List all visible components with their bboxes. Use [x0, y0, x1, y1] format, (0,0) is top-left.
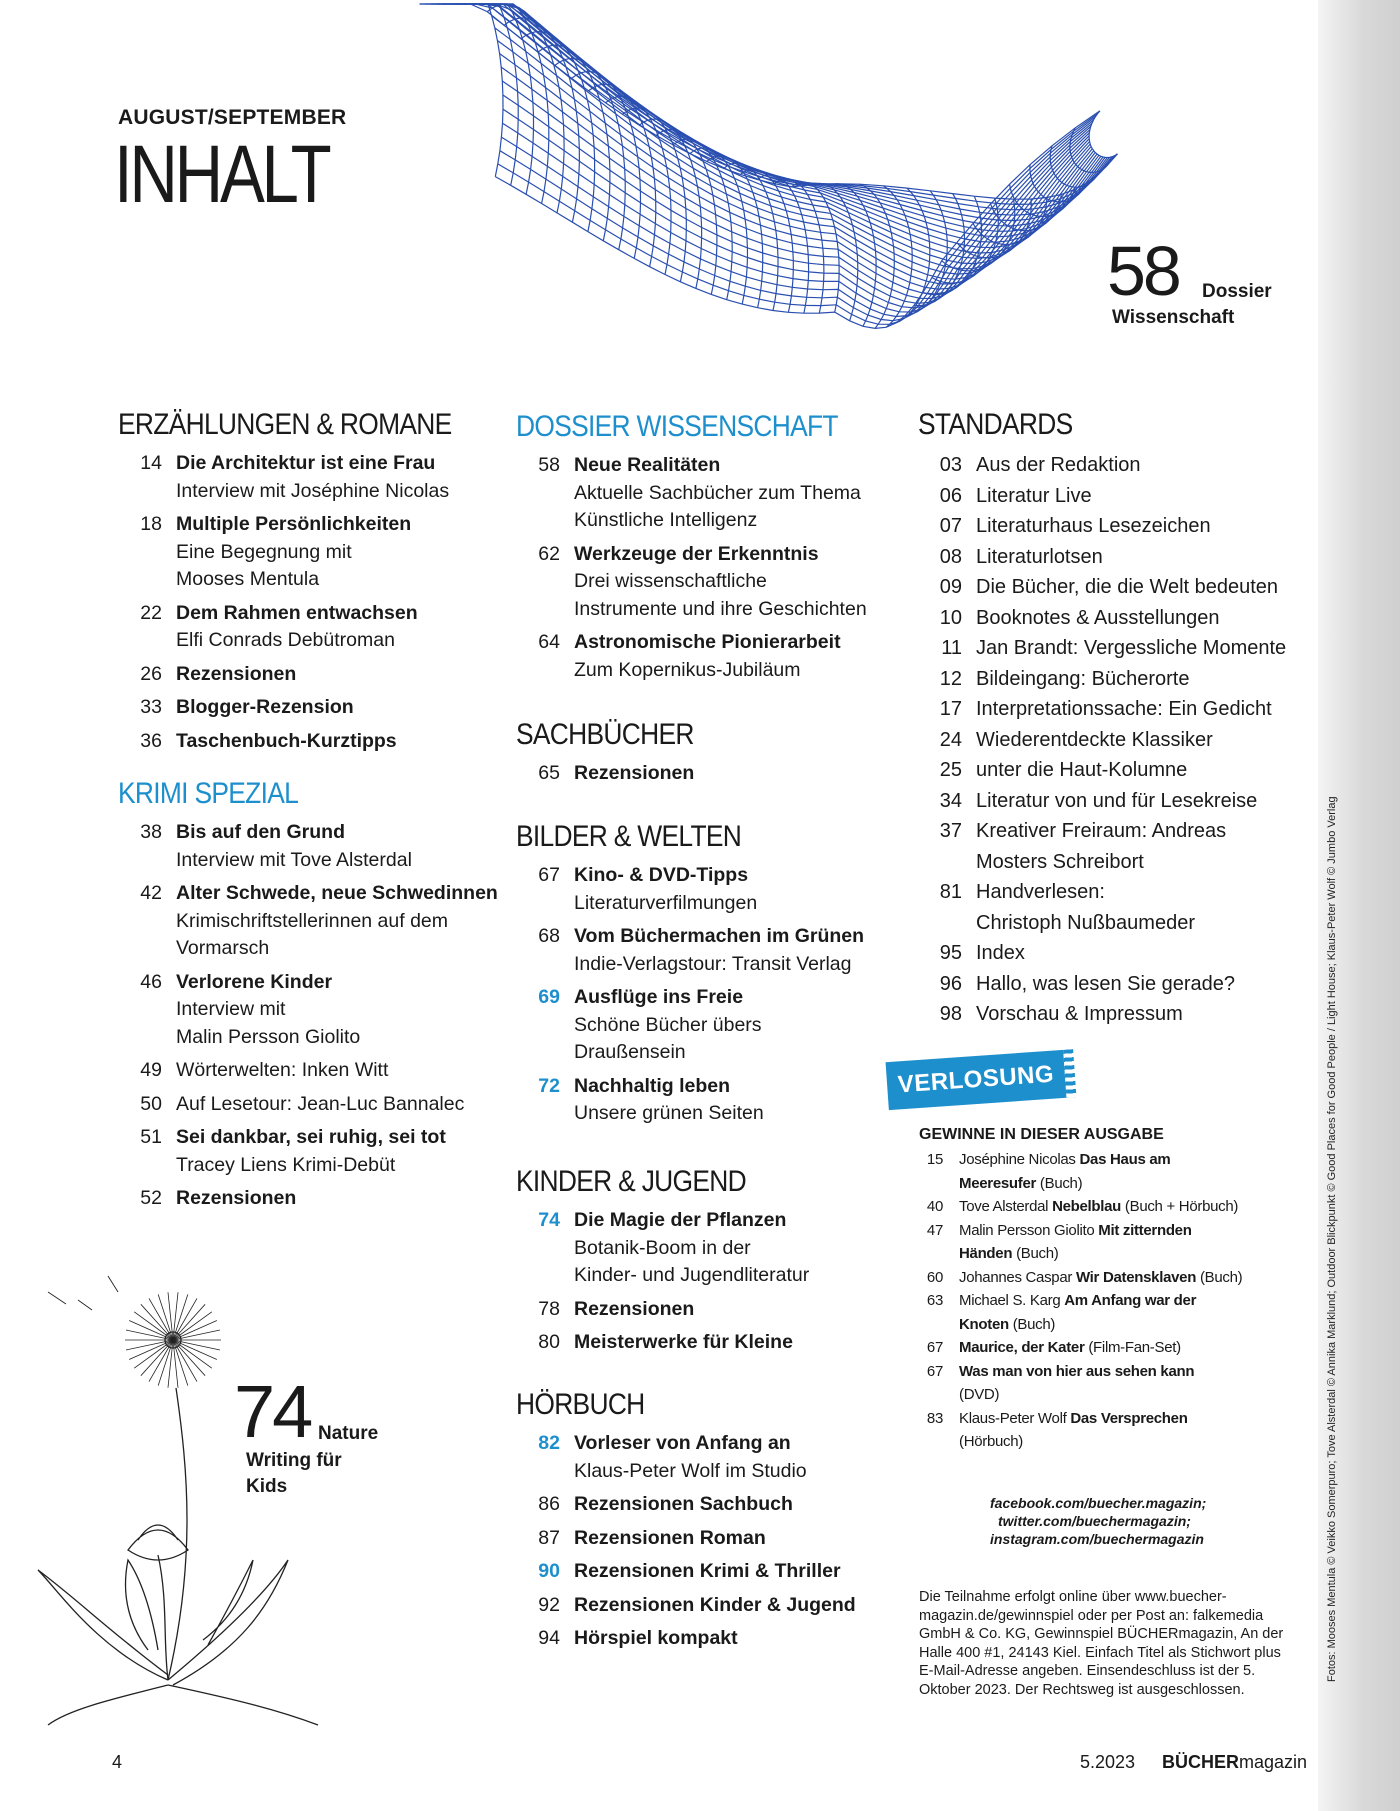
issue-label: AUGUST/SEPTEMBER: [118, 106, 347, 129]
verlosung-title-cont: Knoten: [959, 1315, 1009, 1333]
toc-entry-title: Hallo, was lesen Sie gerade?: [976, 972, 1236, 995]
verlosung-item: [919, 1219, 1299, 1266]
verlosung-item: [919, 1289, 1299, 1336]
verlosung-title: Das Haus am: [1079, 1151, 1171, 1168]
footer-magazine-logo: [1162, 1752, 1307, 1773]
toc-page-number: 72: [538, 1074, 560, 1097]
toc-entry[interactable]: [918, 450, 1318, 481]
toc-entry-title: Rezensionen: [574, 762, 695, 784]
feature-page-number: 74: [234, 1370, 311, 1453]
toc-entry-title: Verlorene Kinder: [176, 970, 333, 993]
toc-entry-title: Rezensionen: [574, 1297, 695, 1320]
toc-entry-subtitle: Draußensein: [574, 1041, 686, 1063]
toc-entry-title: Literaturhaus Lesezeichen: [976, 515, 1211, 537]
footer-page-number: 4: [112, 1752, 123, 1772]
toc-entry[interactable]: [918, 999, 1318, 1030]
toc-entry-title: Rezensionen: [176, 662, 297, 685]
section-entries-standards: [918, 450, 1318, 1030]
section-title-romane: ERZÄHLUNGEN & ROMANE: [118, 408, 452, 441]
verlosung-author: Tove Alsterdal: [959, 1198, 1053, 1215]
toc-page-number: 52: [140, 1187, 162, 1209]
verlosung-text: [959, 1360, 1194, 1407]
toc-entry[interactable]: [918, 572, 1318, 603]
toc-entry-subtitle: Interview mit Joséphine Nicolas: [176, 479, 450, 502]
section-title-sachbuecher: SACHBÜCHER: [516, 718, 694, 751]
toc-entry-title: Auf Lesetour: Jean-Luc Bannalec: [176, 1092, 465, 1115]
verlosung-format: (Film-Fan-Set): [1084, 1339, 1181, 1356]
seed-filament: [141, 1304, 173, 1340]
verlosung-item: [919, 1148, 1299, 1195]
toc-entry-title: Die Bücher, die die Welt bedeuten: [976, 576, 1279, 598]
verlosung-title-cont: Meeresufer: [959, 1174, 1037, 1192]
toc-page-number: 42: [140, 882, 162, 904]
toc-entry-title: Multiple Persönlichkeiten: [176, 513, 412, 535]
toc-entry-subtitle: Künstliche Intelligenz: [574, 509, 758, 531]
toc-entry[interactable]: [516, 541, 896, 624]
verlosung-title: Am Anfang war der: [1064, 1292, 1197, 1309]
verlosung-format: (Buch): [1008, 1315, 1056, 1333]
toc-entry-title: Rezensionen Sachbuch: [574, 1493, 793, 1515]
social-link-twitter[interactable]: twitter.com/buechermagazin;: [998, 1513, 1191, 1529]
toc-entry-subtitle: Christoph Nußbaumeder: [976, 911, 1195, 934]
section-entries-romane: [118, 450, 518, 755]
toc-entry-title: Interpretationssache: Ein Gedicht: [976, 698, 1272, 720]
verlosung-item: [919, 1336, 1299, 1360]
section-entries-krimi: [118, 819, 518, 1213]
toc-entry[interactable]: [918, 603, 1318, 634]
toc-page-number: 64: [538, 631, 560, 653]
photo-credit: Fotos: Mooses Mentula © Veikko Somerpuro; Tove Alsterdal © Annika Marklund; Outdoor Blickpunkt © Good Places for Good People / Light House; Klaus-Peter Wolf © Jumbo Verlag: [1326, 796, 1338, 1682]
verlosung-format: (Buch): [1196, 1268, 1243, 1286]
toc-entry-title: Index: [976, 942, 1025, 964]
verlosung-page: 15: [926, 1151, 943, 1168]
toc-entry-title: Rezensionen Kinder & Jugend: [574, 1593, 856, 1616]
toc-entry[interactable]: [118, 969, 518, 1052]
toc-entry-title: Vorleser von Anfang an: [574, 1432, 791, 1454]
toc-entry[interactable]: [516, 452, 896, 535]
toc-entry[interactable]: [918, 664, 1318, 695]
section-entries-hoerbuch: [516, 1430, 896, 1653]
toc-entry-title: Meisterwerke für Kleine: [574, 1331, 793, 1353]
logo-bold: BÜCHER: [1162, 1752, 1240, 1772]
section-title-hoerbuch: HÖRBUCH: [516, 1388, 645, 1421]
toc-entry[interactable]: [516, 1491, 896, 1519]
toc-entry-subtitle: Indie-Verlagstour: Transit Verlag: [574, 952, 852, 975]
verlosung-author: Joséphine Nicolas: [959, 1151, 1080, 1168]
toc-entry-subtitle: Zum Kopernikus-Jubiläum: [574, 658, 801, 681]
leaf-base: [48, 1685, 318, 1725]
mesh-line: [813, 184, 858, 321]
toc-entry-subtitle: Interview mit: [176, 998, 286, 1020]
verlosung-text: [959, 1407, 1188, 1454]
toc-entry-subtitle: Krimischriftstellerinnen auf dem: [176, 909, 449, 932]
feature-caption-2: Wissenschaft: [1112, 307, 1235, 328]
toc-page-number: 74: [538, 1209, 560, 1231]
verlosung-page: 40: [926, 1198, 943, 1215]
verlosung-text: [959, 1266, 1242, 1290]
toc-page-number: 14: [140, 452, 162, 474]
toc-entry[interactable]: [918, 694, 1318, 725]
toc-entry-title: Handverlesen:: [976, 881, 1105, 903]
toc-page-number: 69: [538, 986, 560, 1008]
toc-page-number: 65: [538, 762, 560, 784]
toc-entry-subtitle: Schöne Bücher übers: [574, 1013, 762, 1036]
leaf: [168, 1560, 288, 1685]
toc-page-number: 90: [538, 1560, 560, 1582]
toc-entry[interactable]: [118, 1091, 518, 1119]
toc-entry[interactable]: [118, 511, 518, 594]
toc-column-2-kinder: [516, 1163, 896, 1357]
mesh-line: [453, 4, 533, 194]
toc-entry[interactable]: [118, 880, 518, 963]
seed-filament: [173, 1304, 205, 1340]
toc-entry[interactable]: [918, 481, 1318, 512]
toc-entry[interactable]: [516, 1430, 896, 1485]
verlosung-author: Michael S. Karg: [959, 1292, 1065, 1309]
toc-entry[interactable]: [118, 600, 518, 655]
section-title-standards: STANDARDS: [918, 408, 1073, 441]
toc-entry[interactable]: [516, 760, 896, 788]
verlosung-page: 67: [926, 1339, 943, 1356]
toc-entry-title: Neue Realitäten: [574, 454, 721, 476]
verlosung-text: [959, 1148, 1170, 1195]
toc-entry[interactable]: [516, 923, 896, 978]
verlosung-text: [959, 1289, 1196, 1336]
toc-page-number: 78: [538, 1297, 560, 1320]
toc-entry-subtitle: Aktuelle Sachbücher zum Thema: [574, 481, 861, 504]
toc-entry-title: Die Magie der Pflanzen: [574, 1209, 787, 1231]
toc-column-2-hoerbuch: [516, 1386, 896, 1653]
seed-filament: [141, 1340, 173, 1376]
toc-page-number: 17: [939, 698, 962, 720]
seed-filament: [173, 1320, 217, 1340]
toc-page-number: 09: [939, 576, 962, 598]
toc-entry-title: Rezensionen: [176, 1187, 297, 1209]
toc-page-number: 86: [538, 1493, 560, 1515]
flying-seeds: [48, 1276, 118, 1310]
verlosung-text: [959, 1219, 1192, 1266]
toc-page-number: 08: [939, 545, 962, 568]
toc-entry[interactable]: [918, 725, 1318, 756]
toc-entry[interactable]: [918, 511, 1318, 542]
participation-info: Die Teilnahme erfolgt online über www.buecher-magazin.de/gewinnspiel oder per Post an: falkemedia GmbH & Co. KG, Gewinnspiel BÜCHERmagazin, An der Halle 400 #1, 24143 Kiel. Einfach Titel als Stichwort plus E-Mail-Adresse angeben. Einsendeschluss ist der 5. Oktober 2023. Der Rechtsweg ist ausgeschlossen.: [919, 1589, 1284, 1698]
section-entries-kinder: [516, 1207, 896, 1357]
footer-issue: 5.2023: [1080, 1752, 1136, 1772]
toc-page-number: 62: [538, 542, 560, 565]
feature-page-number: 58: [1107, 232, 1179, 310]
toc-entry-title: Wiederentdeckte Klassiker: [976, 728, 1213, 751]
toc-column-1: [118, 406, 518, 755]
verlosung-format: (Buch + Hörbuch): [1121, 1198, 1239, 1215]
toc-entry[interactable]: [118, 1185, 518, 1213]
toc-page-number: 87: [538, 1526, 560, 1549]
toc-entry[interactable]: [118, 694, 518, 722]
toc-page-number: 33: [140, 696, 162, 718]
toc-page-number: 95: [939, 942, 962, 964]
verlosung-title: Maurice, der Kater: [959, 1339, 1085, 1356]
toc-entry-title: Kino- & DVD-Tipps: [574, 864, 749, 886]
toc-entry-title: Wörterwelten: Inken Witt: [176, 1059, 389, 1081]
toc-entry[interactable]: [118, 728, 518, 756]
toc-entry-title: Sei dankbar, sei ruhig, sei tot: [176, 1126, 446, 1148]
verlosung-heading: GEWINNE IN DIESER AUSGABE: [919, 1126, 1164, 1143]
toc-entry[interactable]: [118, 661, 518, 689]
toc-column-1-krimi: [118, 775, 518, 1213]
toc-entry[interactable]: [918, 755, 1318, 786]
toc-entry[interactable]: [918, 786, 1318, 817]
toc-entry-title: Bildeingang: Bücherorte: [976, 667, 1190, 690]
toc-column-2-dossier: [516, 408, 896, 684]
leaf: [203, 1560, 253, 1645]
mesh-line: [495, 111, 1100, 329]
verlosung-badge: VERLOSUNG: [886, 1050, 1067, 1110]
toc-entry[interactable]: [118, 450, 518, 505]
toc-entry-title: Aus der Redaktion: [976, 454, 1141, 476]
verlosung-list: [919, 1148, 1299, 1454]
toc-entry[interactable]: [516, 984, 896, 1067]
toc-page-number: 11: [941, 637, 962, 659]
toc-entry-subtitle: Unsere grünen Seiten: [574, 1102, 764, 1124]
section-entries-sachbuecher: [516, 760, 896, 788]
toc-entry-title: Kreativer Freiraum: Andreas: [976, 820, 1227, 842]
toc-entry-subtitle: Klaus-Peter Wolf im Studio: [574, 1459, 807, 1482]
toc-column-3-standards: [918, 406, 1318, 1030]
verlosung-item: [919, 1195, 1299, 1219]
toc-entry-title: Dem Rahmen entwachsen: [176, 601, 418, 624]
verlosung-page: 83: [926, 1409, 943, 1427]
section-entries-dossier: [516, 452, 896, 684]
feature-caption-1: Nature: [318, 1423, 379, 1444]
toc-entry-subtitle: Interview mit Tove Alsterdal: [176, 848, 412, 871]
verlosung-item: [919, 1266, 1299, 1290]
seed-filament: [173, 1340, 205, 1376]
toc-entry-subtitle: Mooses Mentula: [176, 568, 320, 590]
toc-page-number: 92: [538, 1593, 560, 1616]
section-title-dossier: DOSSIER WISSENSCHAFT: [516, 410, 838, 443]
toc-entry[interactable]: [516, 862, 896, 917]
toc-entry[interactable]: [918, 816, 1318, 877]
toc-page-number: 38: [140, 821, 162, 843]
verlosung-item: [919, 1407, 1299, 1454]
verlosung-text: [959, 1195, 1238, 1219]
toc-entry-subtitle: Vormarsch: [176, 937, 270, 959]
verlosung-format: (DVD): [959, 1386, 1000, 1403]
seed-filament: [173, 1340, 217, 1360]
toc-entry[interactable]: [516, 1558, 896, 1586]
verlosung-title: Nebelblau: [1052, 1198, 1122, 1215]
toc-entry-title: Literaturlotsen: [976, 545, 1103, 568]
toc-page-number: 26: [140, 662, 162, 685]
verlosung-text: [959, 1336, 1181, 1360]
leaf: [126, 1560, 159, 1650]
toc-page-number: 12: [939, 667, 962, 690]
toc-page-number: 46: [140, 970, 162, 993]
toc-page-number: 80: [538, 1331, 560, 1353]
section-title-bilder: BILDER & WELTEN: [516, 820, 742, 853]
toc-entry-title: Taschenbuch-Kurztipps: [176, 729, 397, 752]
toc-entry-subtitle: Malin Persson Giolito: [176, 1025, 361, 1048]
toc-entry-title: Booknotes & Ausstellungen: [976, 606, 1220, 629]
toc-page-number: 34: [939, 789, 962, 812]
toc-entry-title: Jan Brandt: Vergessliche Momente: [976, 637, 1287, 659]
toc-entry[interactable]: [918, 877, 1318, 938]
flower-head: [128, 1525, 188, 1560]
toc-entry-title: Alter Schwede, neue Schwedinnen: [176, 882, 498, 904]
toc-entry-title: Rezensionen Roman: [574, 1526, 766, 1549]
logo-rest: magazin: [1239, 1752, 1308, 1772]
toc-entry-subtitle: Drei wissenschaftliche: [574, 570, 767, 592]
toc-entry[interactable]: [516, 1207, 896, 1290]
toc-entry-subtitle: Literaturverfilmungen: [574, 891, 758, 914]
verlosung-title: Mit zitternden: [1098, 1221, 1192, 1239]
page-title: INHALT: [114, 129, 329, 220]
toc-column-2-sachbuecher: [516, 716, 896, 788]
social-link-facebook[interactable]: facebook.com/buecher.magazin;: [990, 1495, 1207, 1511]
toc-column-2-bilder: [516, 818, 896, 1128]
toc-entry[interactable]: [118, 1057, 518, 1085]
toc-entry-title: Vom Büchermachen im Grünen: [574, 925, 865, 947]
toc-entry-subtitle: Botanik-Boom in der: [574, 1236, 751, 1259]
toc-entry[interactable]: [516, 1329, 896, 1357]
verlosung-author: Malin Persson Giolito: [959, 1221, 1099, 1239]
toc-page-number: 36: [140, 729, 162, 752]
toc-page-number: 96: [939, 972, 962, 995]
feature-caption-2: Writing für Kids: [246, 1449, 342, 1498]
toc-entry[interactable]: [918, 542, 1318, 573]
toc-entry-title: Die Architektur ist eine Frau: [176, 452, 436, 474]
toc-entry[interactable]: [918, 633, 1318, 664]
toc-entry-title: unter die Haut-Kolumne: [976, 759, 1188, 781]
toc-page-number: 51: [140, 1126, 162, 1148]
verlosung-title: Das Versprechen: [1070, 1409, 1188, 1427]
verlosung-title: Wir Datensklaven: [1075, 1268, 1197, 1286]
toc-entry-title: Vorschau & Impressum: [976, 1003, 1183, 1025]
toc-page-number: 81: [939, 881, 962, 903]
toc-page-number: 22: [140, 601, 162, 624]
verlosung-page: 63: [926, 1292, 943, 1309]
verlosung-title: Was man von hier aus sehen kann: [959, 1362, 1195, 1380]
mesh-line: [437, 4, 519, 185]
verlosung-format: (Buch): [1012, 1245, 1059, 1262]
toc-page-number: 49: [140, 1059, 162, 1081]
toc-entry[interactable]: [918, 969, 1318, 1000]
section-title-kinder: KINDER & JUGEND: [516, 1165, 747, 1198]
toc-entry[interactable]: [516, 1625, 896, 1653]
toc-entry[interactable]: [118, 1124, 518, 1179]
toc-entry-title: Nachhaltig leben: [574, 1074, 731, 1097]
toc-entry-title: Hörspiel kompakt: [574, 1627, 738, 1649]
toc-entry-title: Literatur Live: [976, 484, 1092, 507]
mesh-line: [420, 4, 503, 177]
toc-page-number: 94: [538, 1627, 560, 1649]
toc-page-number: 07: [939, 515, 962, 537]
toc-entry[interactable]: [918, 938, 1318, 969]
toc-page-number: 58: [538, 454, 560, 476]
toc-entry[interactable]: [516, 1073, 896, 1128]
toc-entry[interactable]: [516, 629, 896, 684]
social-link-instagram[interactable]: instagram.com/buechermagazin: [990, 1531, 1204, 1547]
toc-entry[interactable]: [118, 819, 518, 874]
toc-page-number: 25: [939, 759, 962, 781]
toc-entry-title: Astronomische Pionierarbeit: [574, 631, 841, 653]
seed-filament: [129, 1340, 173, 1360]
toc-entry-subtitle: Tracey Liens Krimi-Debüt: [176, 1153, 396, 1176]
leaf: [38, 1570, 168, 1680]
verlosung-page: 60: [926, 1268, 943, 1286]
toc-entry-subtitle: Instrumente und ihre Geschichten: [574, 597, 867, 620]
toc-page-number: 82: [538, 1432, 560, 1454]
verlosung-page: 47: [926, 1221, 943, 1239]
verlosung-title-cont: Händen: [959, 1245, 1013, 1262]
verlosung-author: Klaus-Peter Wolf: [959, 1409, 1071, 1427]
verlosung-format: (Hörbuch): [959, 1433, 1023, 1450]
toc-entry-title: Blogger-Rezension: [176, 696, 354, 718]
toc-entry[interactable]: [516, 1592, 896, 1620]
feature-caption: [246, 1423, 378, 1501]
toc-page-number: 98: [939, 1003, 962, 1025]
toc-entry-title: Rezensionen Krimi & Thriller: [574, 1560, 841, 1582]
toc-entry-title: Bis auf den Grund: [176, 821, 346, 843]
verlosung-format: (Buch): [1036, 1174, 1083, 1192]
toc-page-number: 24: [939, 728, 962, 751]
toc-page-number: 18: [140, 513, 162, 535]
seed-filament: [129, 1320, 173, 1340]
toc-page-number: 37: [939, 820, 962, 842]
toc-page-number: 10: [939, 606, 962, 629]
toc-entry-title: Werkzeuge der Erkenntnis: [574, 542, 819, 565]
toc-entry[interactable]: [516, 1296, 896, 1324]
toc-page-number: 68: [538, 925, 560, 947]
mesh-line: [500, 117, 1095, 321]
toc-entry-subtitle: Elfi Conrads Debütroman: [176, 629, 395, 651]
toc-entry-title: Literatur von und für Lesekreise: [976, 789, 1258, 812]
toc-entry[interactable]: [516, 1525, 896, 1553]
feature-caption-1: Dossier: [1202, 281, 1272, 302]
verlosung-page: 67: [926, 1362, 943, 1380]
toc-entry-subtitle: Eine Begegnung mit: [176, 540, 352, 563]
verlosung-author: Johannes Caspar: [959, 1268, 1076, 1286]
section-title-krimi: KRIMI SPEZIAL: [118, 777, 299, 810]
toc-entry-title: Ausflüge ins Freie: [574, 986, 744, 1008]
toc-page-number: 06: [939, 484, 962, 507]
toc-entry-subtitle: Mosters Schreibort: [976, 850, 1144, 873]
section-entries-bilder: [516, 862, 896, 1128]
verlosung-item: [919, 1360, 1299, 1407]
toc-entry-subtitle: Kinder- und Jugendliteratur: [574, 1264, 810, 1286]
social-links: [990, 1494, 1206, 1548]
toc-page-number: 03: [939, 454, 962, 476]
toc-page-number: 67: [538, 864, 560, 886]
toc-page-number: 50: [140, 1092, 162, 1115]
flower-stem: [158, 1555, 168, 1680]
